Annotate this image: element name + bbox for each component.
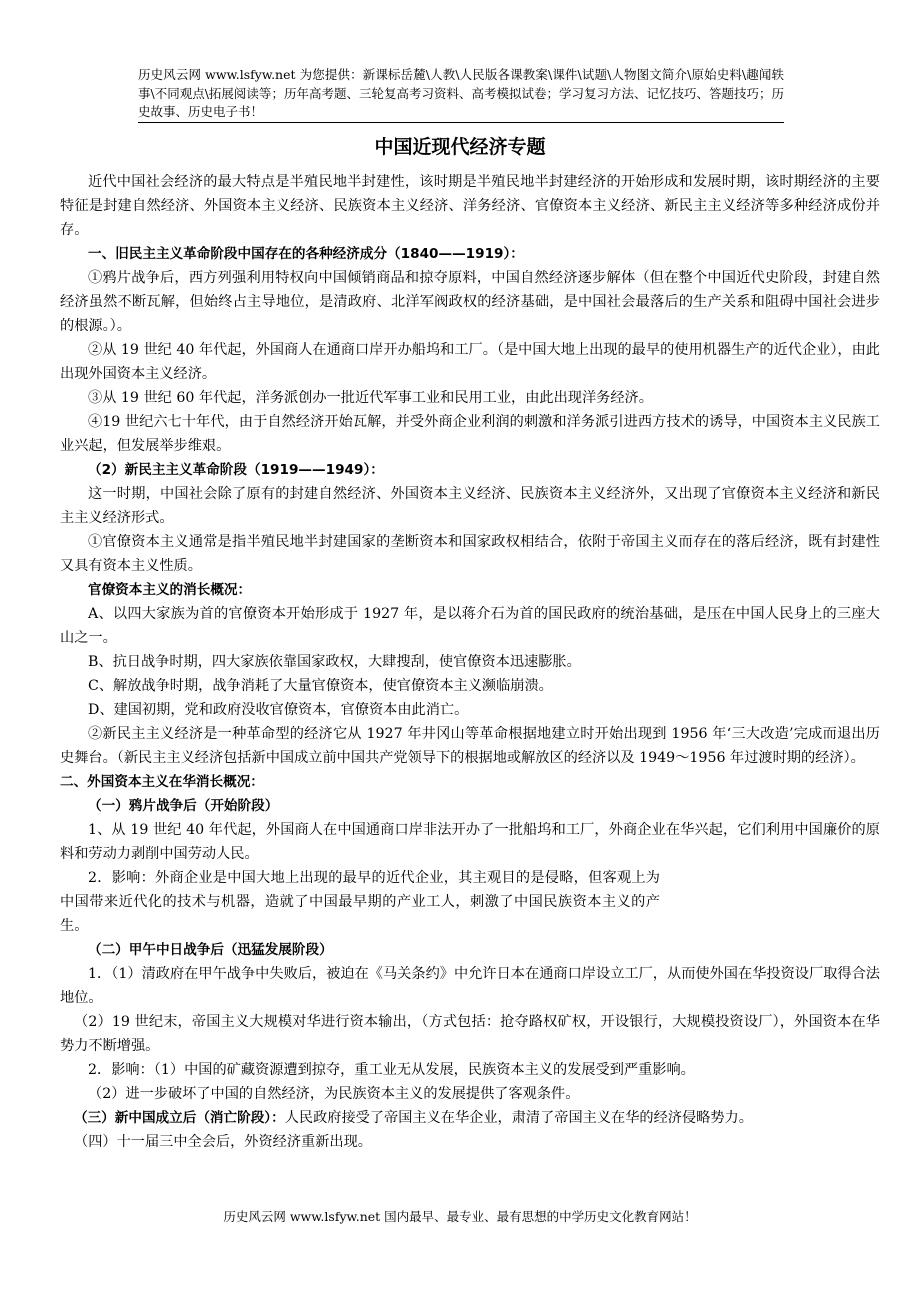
paragraph: ②新民主主义经济是一种革命型的经济它从 1927 年井冈山等革命根据地建立时开始出现到 1956 年‘三大改造’完成而退出历史舞台。（新民主主义经济包括新中国成立前中国共产党领导下的根据地或解放区的经济以及 1949～1956 年过渡时期的经济）。 [60, 726, 880, 766]
section-heading-1: 一、旧民主主义革命阶段中国存在的各种经济成分（1840——1919）： [88, 246, 524, 262]
list-item: A、以四大家族为首的官僚资本开始形成于 1927 年，是以蒋介石为首的国民政府的统治基础，是压在中国人民身上的三座大山之一。 [60, 606, 880, 646]
section-heading-2: （2）新民主主义革命阶段（1919——1949）： [88, 462, 384, 478]
list-item: C、解放战争时期，战争消耗了大量官僚资本，使官僚资本主义濒临崩溃。 [88, 678, 553, 694]
paragraph: 2．影响：（1）中国的矿藏资源遭到掠夺，重工业无从发展，民族资本主义的发展受到严重影响。 [88, 1062, 695, 1078]
paragraph: ①鸦片战争后，西方列强利用特权向中国倾销商品和掠夺原料，中国自然经济逐步解体（但在整个中国近代史阶段，封建自然经济虽然不断瓦解，但始终占主导地位，是清政府、北洋军阀政权的经济基础，是中国社会最落后的生产关系和阻碍中国社会进步的根源。）。 [60, 270, 880, 334]
paragraph: （2）进一步破坏了中国的自然经济，为民族资本主义的发展提供了客观条件。 [88, 1086, 580, 1102]
page-header [138, 66, 784, 122]
intro-paragraph: 近代中国社会经济的最大特点是半殖民地半封建性，该时期是半殖民地半封建经济的开始形成和发展时期，该时期经济的主要特征是封建自然经济、外国资本主义经济、民族资本主义经济、洋务经济、官僚资本主义经济、新民主主义经济等多种经济成份并存。 [60, 174, 880, 238]
document-body [60, 170, 880, 1154]
paragraph: 1、从 19 世纪 40 年代起，外国商人在中国通商口岸非法开办了一批船坞和工厂，外商企业在华兴起，它们利用中国廉价的原料和劳动力剥削中国劳动人民。 [60, 822, 880, 862]
footer-text: 历史风云网 www.lsfyw.net 国内最早、最专业、最有思想的中学历史文化教育网站！ [223, 1209, 697, 1224]
header-text: 历史风云网 www.lsfyw.net 为您提供：新课标岳麓\人教\人民版各课教案\课件\试题\人物图文简介\原始史料\趣闻轶事\不同观点\拓展阅读等；历年高考题、三轮复高考习资料、高考模拟试卷；学习复习方法、记忆技巧、答题技巧；历史故事、历史电子书！ [138, 67, 784, 119]
paragraph: ①官僚资本主义通常是指半殖民地半封建国家的垄断资本和国家政权相结合，依附于帝国主义而存在的落后经济，既有封建性又具有资本主义性质。 [60, 534, 880, 574]
subsection-heading: （一）鸦片战争后（开始阶段） [88, 798, 279, 814]
paragraph: （四）十一届三中全会后，外资经济重新出现。 [74, 1134, 372, 1150]
paragraph-text: 人民政府接受了帝国主义在华企业，肃清了帝国主义在华的经济侵略势力。 [284, 1110, 753, 1126]
header-divider [138, 122, 784, 123]
page-footer [0, 1208, 920, 1226]
paragraph [60, 1106, 880, 1130]
subsection-heading: （二）甲午中日战争后（迅猛发展阶段） [88, 942, 333, 958]
paragraph: ③从 19 世纪 60 年代起，洋务派创办一批近代军事工业和民用工业，由此出现洋务经济。 [88, 390, 653, 406]
list-item: B、抗日战争时期，四大家族依靠国家政权，大肆搜刮，使官僚资本迅速膨胀。 [88, 654, 581, 670]
subsection-heading: （三）新中国成立后（消亡阶段）： [74, 1110, 285, 1126]
list-item: D、建国初期，党和政府没收官僚资本，官僚资本由此消亡。 [88, 702, 469, 718]
paragraph: 这一时期，中国社会除了原有的封建自然经济、外国资本主义经济、民族资本主义经济外，又出现了官僚资本主义经济和新民主主义经济形式。 [60, 486, 880, 526]
paragraph: ④19 世纪六七十年代，由于自然经济开始瓦解，并受外商企业利润的刺激和洋务派引进西方技术的诱导，中国资本主义民族工业兴起，但发展举步维艰。 [60, 414, 880, 454]
section-heading-3: 二、外国资本主义在华消长概况： [60, 774, 264, 790]
page-title: 中国近现代经济专题 [374, 136, 546, 158]
paragraph: 1．（1）清政府在甲午战争中失败后，被迫在《马关条约》中允许日本在通商口岸设立工厂，从而使外国在华投资设厂取得合法地位。 [60, 966, 880, 1006]
paragraph: ②从 19 世纪 40 年代起，外国商人在通商口岸开办船坞和工厂。（是中国大地上出现的最早的使用机器生产的近代企业），由此出现外国资本主义经济。 [60, 342, 880, 382]
subsection-heading: 官僚资本主义的消长概况： [88, 582, 252, 598]
paragraph: 2．影响：外商企业是中国大地上出现的最早的近代企业，其主观目的是侵略，但客观上为中国带来近代化的技术与机器，造就了中国最早期的产业工人，刺激了中国民族资本主义的产生。 [60, 870, 660, 934]
paragraph: （2）19 世纪末，帝国主义大规模对华进行资本输出，（方式包括：抢夺路权矿权，开设银行，大规模投资设厂），外国资本在华势力不断增强。 [60, 1014, 880, 1054]
